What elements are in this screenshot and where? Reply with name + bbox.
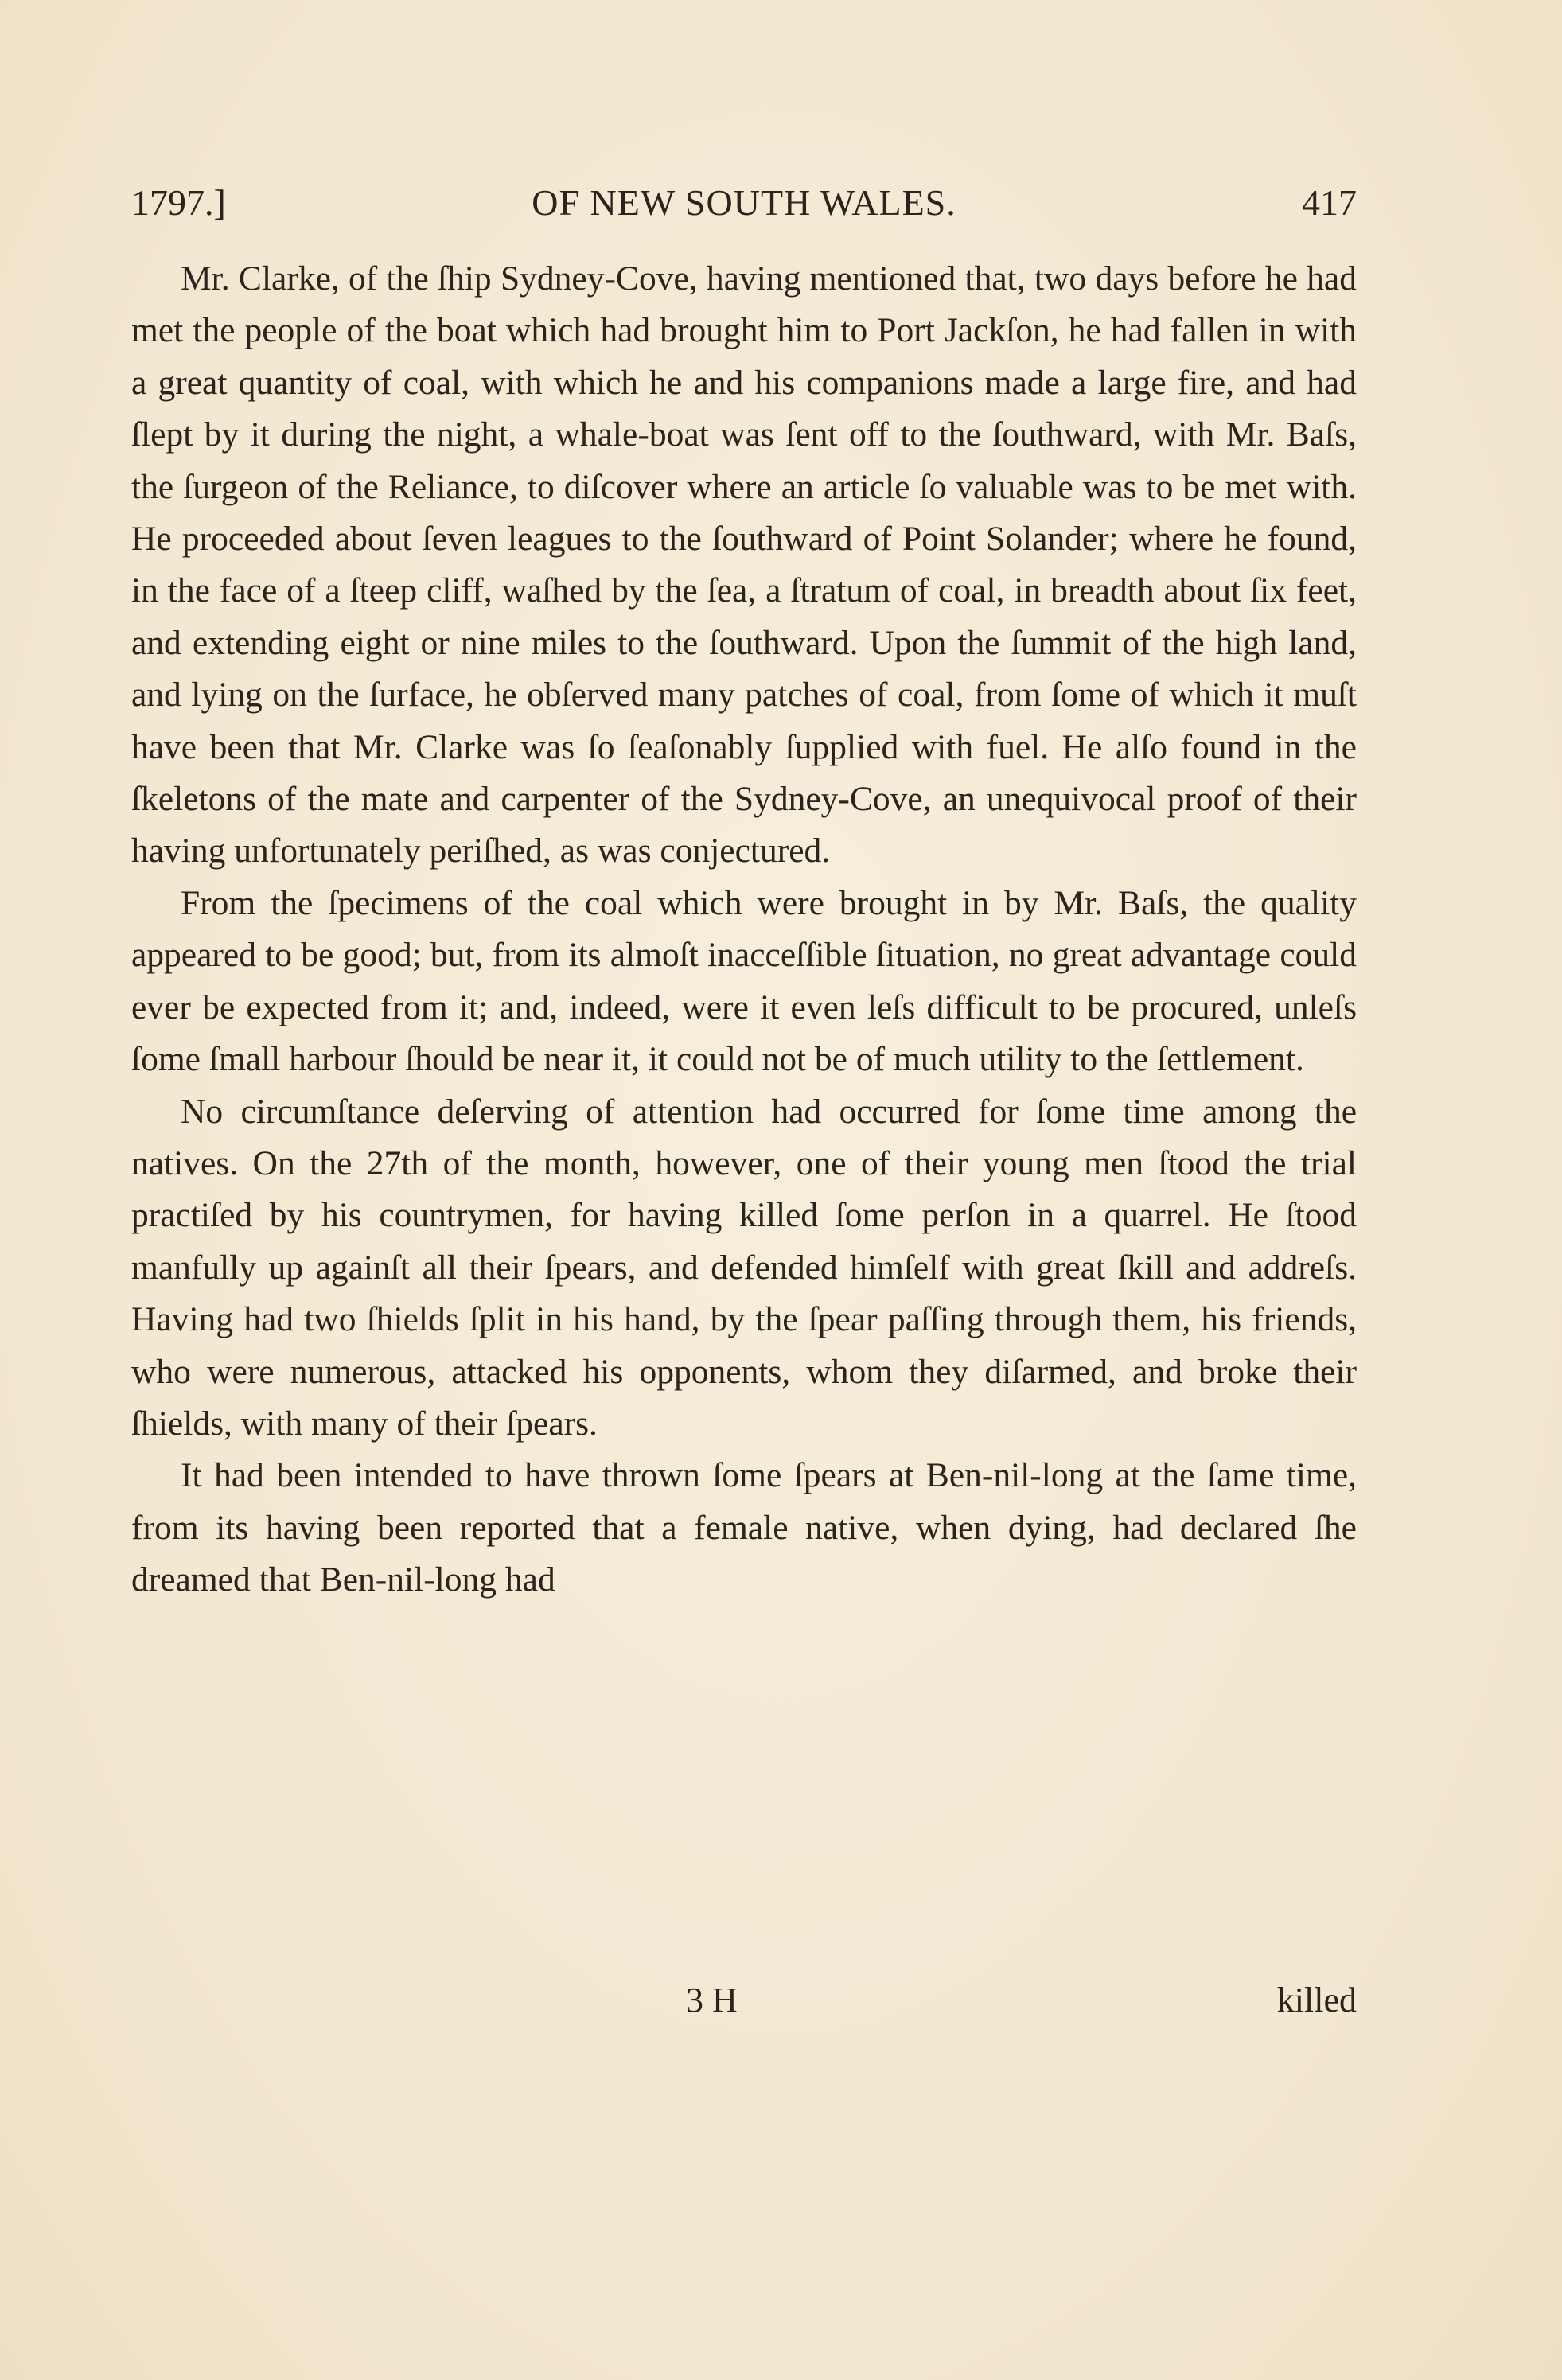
paragraph-ben-nil-long: It had been intended to have thrown ſome ſpears at Ben-nil-long at the ſame time, from its having been reported that a female native, when dying, had declared ſhe dreamed that Ben-nil-long had [131,1456,1357,1599]
running-head-year: 1797.] [131,182,226,223]
running-head [131,181,1357,229]
page-number: 417 [1302,182,1357,223]
signature-mark: 3 H [686,1981,738,2020]
paragraph-coal-specimens: From the ſpecimens of the coal which were brought in by Mr. Baſs, the quality appeared to be good; but, from its almoſt inacceſſible ſituation, no great advantage could ever be expected from it; and, indeed, were it even leſs difficult to be procured, unleſs ſome ſmall harbour ſhould be near it, it could not be of much utility to the ſettlement. [131,883,1357,1079]
running-head-title: OF NEW SOUTH WALES. [532,182,956,223]
paragraph-natives-trial: No circumſtance deſerving of attention had occurred for ſome time among the natives. On the 27th of the month, however, one of their young men ſtood the trial practiſed by his countrymen, for having killed ſome perſon in a quarrel. He ſtood manfully up againſt all their ſpears, and defended himſelf with great ſkill and addreſs. Having had two ſhields ſplit in his hand, by the ſpear paſſing through them, his friends, who were numerous, attacked his opponents, whom they diſarmed, and broke their ſhields, with many of their ſpears. [131,1092,1357,1443]
page-footer [131,1980,1357,2027]
paragraph-coal-discovery: Mr. Clarke, of the ſhip Sydney-Cove, having mentioned that, two days before he had met the people of the boat which had brought him to Port Jackſon, he had fallen in with a great quantity of coal, with which he and his companions made a large fire, and had ſlept by it during the night, a whale-boat was ſent off to the ſouthward, with Mr. Baſs, the ſurgeon of the Reliance, to diſcover where an article ſo valuable was to be met with. He proceeded about ſeven leagues to the ſouthward of Point Solander; where he found, in the face of a ſteep cliff, waſhed by the ſea, a ſtratum of coal, in breadth about ſix feet, and extending eight or nine miles to the ſouthward. Upon the ſummit of the high land, and lying on the ſurface, he obſerved many patches of coal, from ſome of which it muſt have been that Mr. Clarke was ſo ſeaſonably ſupplied with fuel. He alſo found in the ſkeletons of the mate and carpenter of the Sydney-Cove, an unequivocal proof of their having unfortunately periſhed, as was conjectured. [131,259,1357,871]
catchword: killed [1276,1981,1357,2020]
body-text [131,253,1357,1607]
